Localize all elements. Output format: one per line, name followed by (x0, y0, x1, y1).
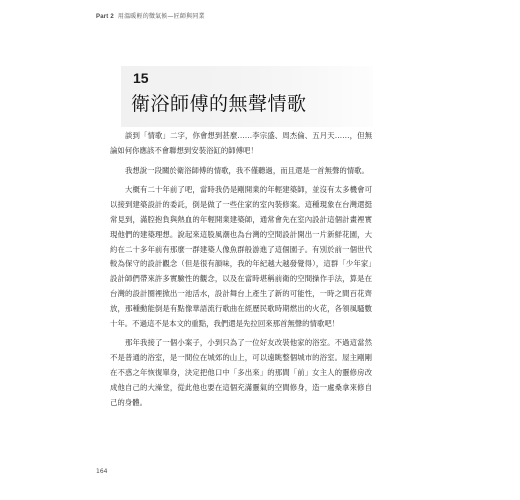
paragraph: 談到「情歌」二字，你會想到甚麼……李宗盛、周杰倫、五月天……，但無論如何你應該不會聯想到安裝浴缸的師傅吧！ (110, 131, 372, 155)
chapter-title: 衛浴師傅的無聲情歌 (131, 93, 307, 115)
running-header-section: 用溫暖輕的徵氣候—匠師與同業 (117, 13, 205, 20)
running-header-part: Part 2 (96, 14, 114, 20)
body-text (110, 129, 372, 410)
paragraph: 大概有二十年前了吧，當時我仍是剛開業的年輕建築師，並沒有太多機會可以接到建築設計的委託，倒是做了一些住家的室內裝修案。這種現象在台灣還挺常見到，滿腔抱負與熱血的年輕開業建築師，通常會先在室內設計這個計畫裡實現他們的建築理想。說起來這股風潮也為台灣的空間設計開出一片新鮮花園，大約在二十多年前有那麼一群建築人像魚群般游進了這個園子。有別於前一個世代較為保守的設計觀念（但是很有韻味，我的年紀越大越發覺得），這群「少年家」設計師們帶來許多實驗性的觀念，以及在當時堪稱前衛的空間操作手法，算是在台灣的設計圈裡掀出一池活水，設計舞台上產生了新的可能性，一時之間百花齊放，那種動能倒是有點像華語流行歌曲在經歷民歌時期燃出的火花，各領風騷數十年。不過這不是本文的重點，我們還是先拉回來那首無聲的情歌吧！ (110, 185, 372, 328)
paragraph: 那年我接了一個小案子，小到只為了一位好友改裝他家的浴室。不過這當然不是普通的浴室，是一間位在城郊的山上，可以遠眺整個城市的浴室。屋主剛剛在不惑之年恢復單身，決定把他口中「多出來」的那間「前」女主人的靈修房改成他自己的大澡堂，從此他也要在這個充滿靈氣的空間修身，造一處桑拿來修自己的身體。 (110, 338, 372, 407)
paragraph: 我想說一段關於衛浴師傅的情歌，我不僅聽過，而且還是一首無聲的情歌。 (125, 165, 369, 175)
running-header (96, 13, 205, 21)
page-number: 164 (96, 468, 108, 475)
chapter-number: 15 (133, 70, 149, 86)
